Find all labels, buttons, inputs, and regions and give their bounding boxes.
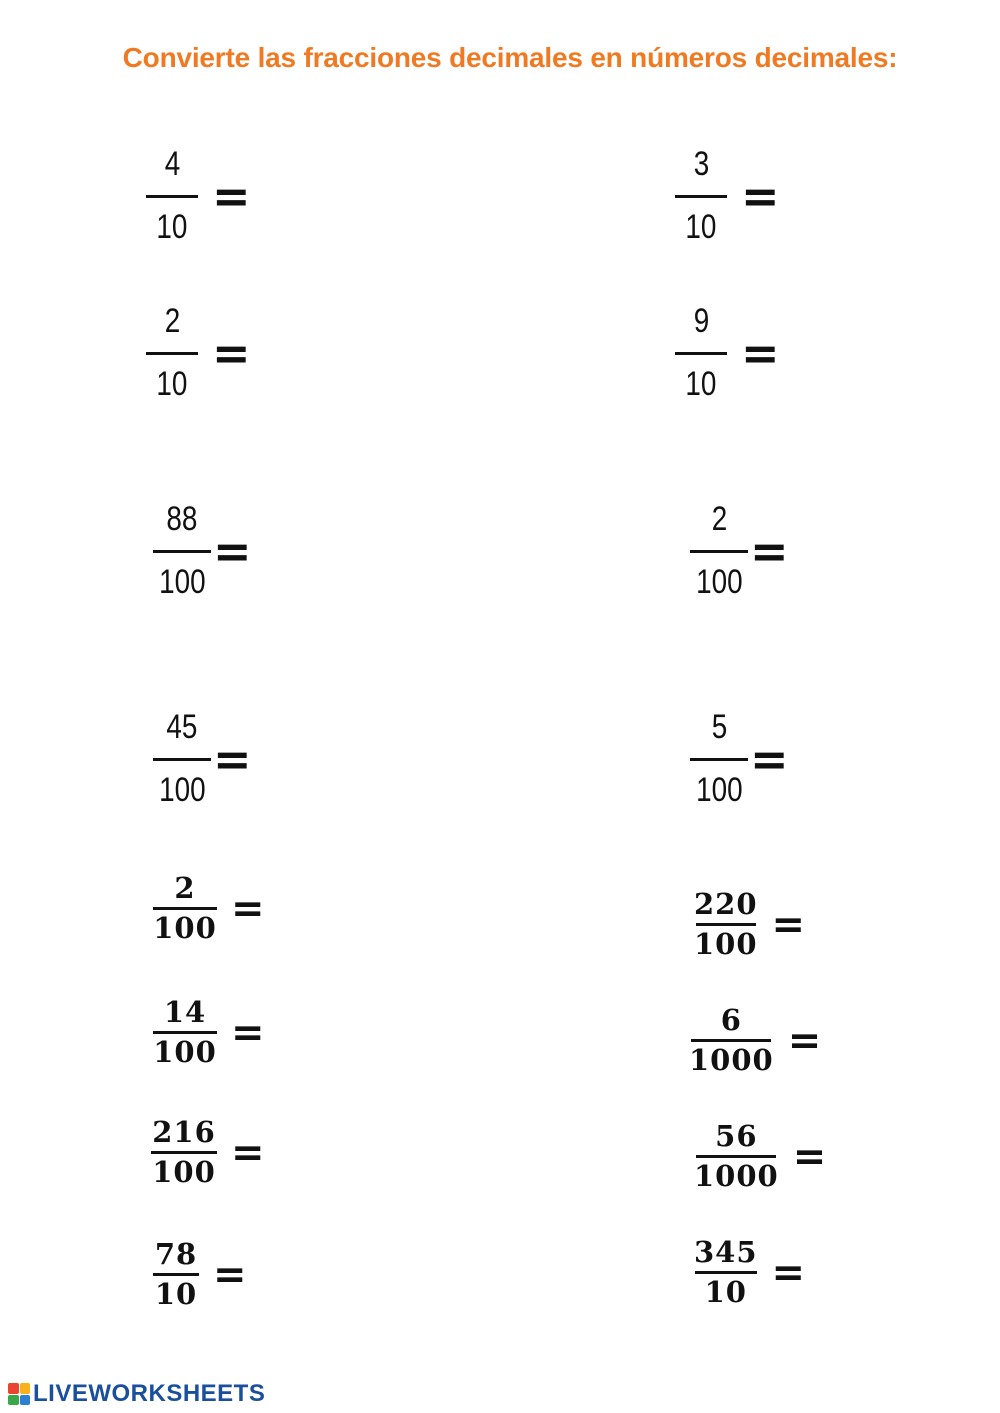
denominator: 100 bbox=[153, 911, 217, 945]
fraction-item bbox=[694, 887, 806, 961]
equals-sign: = bbox=[212, 168, 251, 223]
equals-sign: = bbox=[231, 1129, 265, 1176]
numerator: 3 bbox=[693, 145, 709, 183]
fraction-bar bbox=[695, 1271, 757, 1274]
equals-sign: = bbox=[213, 731, 252, 786]
fraction-bar bbox=[675, 195, 727, 198]
numerator: 6 bbox=[720, 1003, 742, 1037]
fraction-item bbox=[690, 502, 789, 599]
denominator: 100 bbox=[158, 771, 206, 809]
fraction-item bbox=[153, 871, 265, 945]
numerator: 216 bbox=[152, 1115, 216, 1149]
fraction-bar bbox=[153, 550, 211, 553]
liveworksheets-logo-icon bbox=[8, 1383, 30, 1405]
fraction-bar bbox=[146, 352, 198, 355]
denominator: 10 bbox=[156, 208, 188, 246]
numerator: 45 bbox=[166, 708, 198, 746]
fraction-bar bbox=[690, 758, 748, 761]
denominator: 10 bbox=[156, 365, 188, 403]
logo-tile bbox=[8, 1383, 19, 1394]
numerator: 2 bbox=[164, 302, 180, 340]
fraction-bar bbox=[690, 550, 748, 553]
denominator: 10 bbox=[704, 1275, 747, 1309]
numerator: 56 bbox=[715, 1119, 758, 1153]
logo-tile bbox=[8, 1395, 19, 1406]
numerator: 9 bbox=[693, 302, 709, 340]
fraction-bar bbox=[153, 1273, 199, 1276]
equals-sign: = bbox=[750, 731, 789, 786]
numerator: 220 bbox=[694, 887, 758, 921]
denominator: 100 bbox=[158, 563, 206, 601]
fraction-item bbox=[146, 147, 251, 244]
equals-sign: = bbox=[231, 885, 265, 932]
numerator: 2 bbox=[174, 871, 196, 905]
fraction-item bbox=[675, 147, 780, 244]
fraction-bar bbox=[691, 1039, 771, 1042]
equals-sign: = bbox=[213, 1251, 247, 1298]
denominator: 100 bbox=[153, 1035, 217, 1069]
numerator: 345 bbox=[694, 1235, 758, 1269]
numerator: 4 bbox=[164, 145, 180, 183]
denominator: 10 bbox=[685, 208, 717, 246]
fraction-item bbox=[689, 1003, 822, 1077]
fraction-item bbox=[690, 710, 789, 807]
equals-sign: = bbox=[787, 1017, 822, 1064]
numerator: 5 bbox=[711, 708, 727, 746]
denominator: 1000 bbox=[694, 1159, 779, 1193]
fraction-item bbox=[694, 1235, 806, 1309]
numerator: 2 bbox=[711, 500, 727, 538]
fraction-item bbox=[153, 995, 265, 1069]
liveworksheets-logo bbox=[8, 1380, 265, 1408]
fraction-bar bbox=[675, 352, 727, 355]
fraction-bar bbox=[151, 1151, 217, 1154]
fraction-item bbox=[153, 502, 252, 599]
fraction-item bbox=[153, 1237, 247, 1311]
fraction-bar bbox=[146, 195, 198, 198]
fraction-bar bbox=[696, 923, 756, 926]
denominator: 1000 bbox=[689, 1043, 774, 1077]
equals-sign: = bbox=[750, 523, 789, 578]
equals-sign: = bbox=[771, 901, 806, 948]
denominator: 10 bbox=[685, 365, 717, 403]
fraction-item bbox=[675, 304, 780, 401]
equals-sign: = bbox=[212, 325, 251, 380]
numerator: 14 bbox=[163, 995, 207, 1029]
equals-sign: = bbox=[741, 325, 780, 380]
denominator: 100 bbox=[694, 927, 758, 961]
equals-sign: = bbox=[771, 1249, 806, 1296]
fraction-bar bbox=[153, 907, 217, 910]
equals-sign: = bbox=[792, 1133, 827, 1180]
worksheet-title: Convierte las fracciones decimales en números decimales: bbox=[122, 42, 898, 73]
equals-sign: = bbox=[213, 523, 252, 578]
fraction-item bbox=[694, 1119, 827, 1193]
fraction-bar bbox=[153, 758, 211, 761]
fraction-item bbox=[151, 1115, 265, 1189]
logo-tile bbox=[20, 1395, 31, 1406]
fraction-bar bbox=[153, 1031, 217, 1034]
denominator: 100 bbox=[152, 1155, 216, 1189]
fraction-bar bbox=[696, 1155, 776, 1158]
fraction-item bbox=[146, 304, 251, 401]
logo-text: LIVEWORKSHEETS bbox=[33, 1380, 266, 1407]
denominator: 10 bbox=[154, 1277, 198, 1311]
equals-sign: = bbox=[741, 168, 780, 223]
equals-sign: = bbox=[231, 1009, 265, 1056]
numerator: 88 bbox=[166, 500, 198, 538]
logo-tile bbox=[20, 1383, 31, 1394]
denominator: 100 bbox=[695, 771, 743, 809]
denominator: 100 bbox=[695, 563, 743, 601]
fraction-item bbox=[153, 710, 252, 807]
numerator: 78 bbox=[154, 1237, 198, 1271]
